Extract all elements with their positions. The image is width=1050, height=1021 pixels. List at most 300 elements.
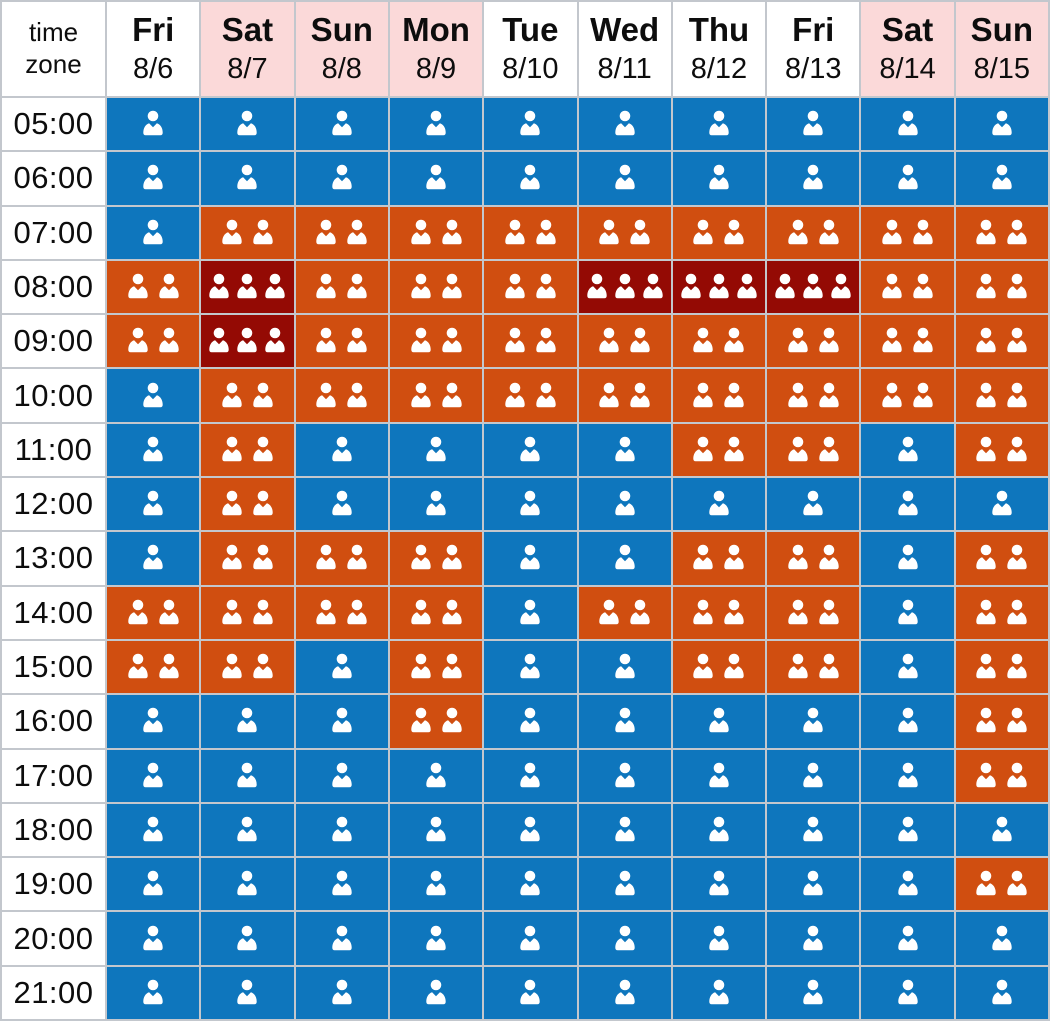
availability-cell[interactable]	[673, 750, 765, 802]
availability-cell[interactable]	[767, 424, 859, 476]
person-icon-group	[613, 436, 637, 464]
person-icon	[691, 544, 715, 572]
person-icon-group	[330, 870, 354, 898]
availability-cell[interactable]	[579, 369, 671, 421]
day-name: Fri	[792, 11, 835, 49]
availability-cell[interactable]	[390, 858, 482, 910]
person-icon-group	[126, 653, 181, 681]
person-icon	[440, 653, 464, 681]
person-icon-group	[503, 273, 558, 301]
availability-cell[interactable]	[484, 98, 576, 150]
person-icon	[440, 599, 464, 627]
availability-cell[interactable]	[201, 315, 293, 367]
availability-cell[interactable]	[484, 532, 576, 584]
availability-cell[interactable]	[956, 641, 1048, 693]
availability-cell[interactable]	[201, 750, 293, 802]
person-icon	[503, 327, 527, 355]
availability-cell[interactable]	[107, 369, 199, 421]
availability-cell[interactable]	[390, 261, 482, 313]
person-icon	[251, 382, 275, 410]
availability-cell[interactable]	[767, 152, 859, 204]
availability-cell[interactable]	[107, 967, 199, 1019]
person-icon	[597, 219, 621, 247]
person-icon	[801, 273, 825, 301]
availability-cell[interactable]	[390, 315, 482, 367]
availability-cell[interactable]	[579, 967, 671, 1019]
person-icon	[518, 110, 542, 138]
availability-cell[interactable]	[107, 478, 199, 530]
person-icon-group	[424, 490, 448, 518]
availability-cell[interactable]	[767, 641, 859, 693]
person-icon-group	[896, 110, 920, 138]
availability-cell[interactable]	[579, 478, 671, 530]
time-label-cell	[2, 315, 105, 367]
person-icon	[817, 382, 841, 410]
availability-cell[interactable]	[296, 207, 388, 259]
availability-cell[interactable]	[861, 750, 953, 802]
person-icon-group	[518, 490, 542, 518]
availability-cell[interactable]	[296, 315, 388, 367]
availability-cell[interactable]	[956, 369, 1048, 421]
person-icon-group	[896, 544, 920, 572]
person-icon-group	[518, 979, 542, 1007]
person-icon	[518, 490, 542, 518]
availability-cell[interactable]	[201, 804, 293, 856]
person-icon-group	[330, 925, 354, 953]
availability-cell[interactable]	[579, 912, 671, 964]
availability-cell[interactable]	[296, 858, 388, 910]
person-icon	[235, 979, 259, 1007]
availability-cell[interactable]	[767, 750, 859, 802]
corner-label-line1: time	[28, 17, 79, 48]
availability-cell[interactable]	[390, 641, 482, 693]
person-icon	[786, 653, 810, 681]
person-icon	[801, 870, 825, 898]
person-icon-group	[207, 327, 287, 355]
availability-cell[interactable]	[861, 912, 953, 964]
person-icon	[613, 979, 637, 1007]
person-icon	[990, 110, 1014, 138]
person-icon	[424, 164, 448, 192]
availability-cell[interactable]	[296, 587, 388, 639]
availability-cell[interactable]	[861, 858, 953, 910]
availability-cell[interactable]	[296, 641, 388, 693]
person-icon-group	[597, 219, 652, 247]
availability-cell[interactable]	[767, 967, 859, 1019]
availability-cell[interactable]	[296, 369, 388, 421]
availability-cell[interactable]	[861, 532, 953, 584]
person-icon	[251, 490, 275, 518]
person-icon	[974, 707, 998, 735]
availability-cell[interactable]	[107, 750, 199, 802]
availability-cell[interactable]	[956, 587, 1048, 639]
availability-cell[interactable]	[579, 641, 671, 693]
person-icon-group	[330, 707, 354, 735]
person-icon	[722, 327, 746, 355]
availability-cell[interactable]	[579, 424, 671, 476]
availability-cell[interactable]	[484, 315, 576, 367]
availability-cell[interactable]	[201, 912, 293, 964]
availability-cell[interactable]	[579, 532, 671, 584]
availability-cell[interactable]	[861, 804, 953, 856]
availability-cell[interactable]	[767, 912, 859, 964]
availability-cell[interactable]	[296, 912, 388, 964]
availability-cell[interactable]	[484, 261, 576, 313]
person-icon-group	[518, 436, 542, 464]
person-icon-group	[974, 599, 1029, 627]
corner-cell	[2, 2, 105, 96]
person-icon-group	[330, 164, 354, 192]
person-icon-group	[409, 273, 464, 301]
person-icon-group	[518, 110, 542, 138]
person-icon	[330, 762, 354, 790]
person-icon	[613, 490, 637, 518]
person-icon-group	[990, 979, 1014, 1007]
person-icon-group	[518, 164, 542, 192]
person-icon	[263, 327, 287, 355]
availability-cell[interactable]	[956, 478, 1048, 530]
availability-cell[interactable]	[956, 424, 1048, 476]
person-icon	[786, 544, 810, 572]
availability-cell[interactable]	[390, 532, 482, 584]
person-icon-group	[518, 925, 542, 953]
person-icon	[1005, 436, 1029, 464]
availability-cell[interactable]	[484, 641, 576, 693]
availability-cell[interactable]	[673, 695, 765, 747]
availability-cell[interactable]	[296, 261, 388, 313]
person-icon-group	[707, 110, 731, 138]
person-icon-group	[141, 490, 165, 518]
availability-cell[interactable]	[861, 261, 953, 313]
person-icon	[691, 382, 715, 410]
availability-cell[interactable]	[579, 152, 671, 204]
person-icon-group	[974, 653, 1029, 681]
person-icon-group	[424, 436, 448, 464]
availability-cell[interactable]	[390, 369, 482, 421]
availability-cell[interactable]	[296, 967, 388, 1019]
availability-cell[interactable]	[956, 858, 1048, 910]
availability-cell[interactable]	[484, 912, 576, 964]
person-icon	[126, 599, 150, 627]
person-icon-group	[801, 762, 825, 790]
person-icon	[911, 273, 935, 301]
availability-cell[interactable]	[201, 98, 293, 150]
person-icon	[263, 273, 287, 301]
availability-cell[interactable]	[673, 912, 765, 964]
availability-cell[interactable]	[296, 532, 388, 584]
person-icon-group	[974, 382, 1029, 410]
person-icon	[314, 219, 338, 247]
availability-cell[interactable]	[484, 695, 576, 747]
person-icon	[613, 816, 637, 844]
availability-cell[interactable]	[390, 152, 482, 204]
availability-cell[interactable]	[861, 478, 953, 530]
person-icon	[786, 219, 810, 247]
person-icon	[722, 599, 746, 627]
person-icon	[974, 544, 998, 572]
person-icon-group	[424, 925, 448, 953]
person-icon	[251, 436, 275, 464]
availability-cell[interactable]	[484, 804, 576, 856]
availability-cell[interactable]	[673, 207, 765, 259]
availability-cell[interactable]	[296, 98, 388, 150]
availability-cell[interactable]	[107, 261, 199, 313]
availability-cell[interactable]	[861, 967, 953, 1019]
person-icon	[597, 382, 621, 410]
availability-cell[interactable]	[484, 967, 576, 1019]
availability-cell[interactable]	[201, 695, 293, 747]
availability-cell[interactable]	[484, 424, 576, 476]
person-icon	[409, 219, 433, 247]
person-icon	[817, 544, 841, 572]
person-icon	[896, 436, 920, 464]
person-icon-group	[786, 653, 841, 681]
availability-cell[interactable]	[767, 804, 859, 856]
availability-cell[interactable]	[956, 750, 1048, 802]
availability-cell[interactable]	[296, 424, 388, 476]
availability-cell[interactable]	[956, 912, 1048, 964]
availability-cell[interactable]	[201, 587, 293, 639]
availability-cell[interactable]	[767, 261, 859, 313]
availability-cell[interactable]	[107, 152, 199, 204]
availability-cell[interactable]	[484, 478, 576, 530]
person-icon	[235, 164, 259, 192]
day-name: Sat	[221, 11, 274, 49]
availability-cell[interactable]	[673, 641, 765, 693]
availability-cell[interactable]	[107, 207, 199, 259]
availability-cell[interactable]	[390, 587, 482, 639]
availability-cell[interactable]	[201, 858, 293, 910]
availability-cell[interactable]	[767, 478, 859, 530]
availability-cell[interactable]	[861, 369, 953, 421]
person-icon	[424, 762, 448, 790]
person-icon-group	[801, 870, 825, 898]
availability-cell[interactable]	[107, 587, 199, 639]
person-icon-group	[786, 544, 841, 572]
person-icon	[534, 219, 558, 247]
availability-cell[interactable]	[673, 98, 765, 150]
availability-cell[interactable]	[673, 478, 765, 530]
availability-cell[interactable]	[579, 207, 671, 259]
person-icon	[817, 653, 841, 681]
availability-cell[interactable]	[956, 315, 1048, 367]
availability-cell[interactable]	[673, 424, 765, 476]
day-date: 8/8	[321, 53, 362, 86]
availability-cell[interactable]	[861, 152, 953, 204]
availability-cell[interactable]	[296, 804, 388, 856]
person-icon-group	[707, 707, 731, 735]
availability-cell[interactable]	[484, 587, 576, 639]
person-icon-group	[880, 219, 935, 247]
availability-cell[interactable]	[201, 967, 293, 1019]
availability-cell[interactable]	[956, 98, 1048, 150]
person-icon	[679, 273, 703, 301]
availability-cell[interactable]	[861, 695, 953, 747]
availability-cell[interactable]	[107, 804, 199, 856]
availability-cell[interactable]	[673, 804, 765, 856]
person-icon-group	[518, 762, 542, 790]
availability-cell[interactable]	[390, 98, 482, 150]
person-icon	[157, 599, 181, 627]
person-icon-group	[330, 436, 354, 464]
availability-cell[interactable]	[390, 804, 482, 856]
availability-cell[interactable]	[579, 804, 671, 856]
availability-cell[interactable]	[956, 695, 1048, 747]
availability-cell[interactable]	[861, 98, 953, 150]
availability-cell[interactable]	[956, 532, 1048, 584]
availability-cell[interactable]	[107, 424, 199, 476]
availability-cell[interactable]	[390, 695, 482, 747]
person-icon	[974, 219, 998, 247]
person-icon	[691, 599, 715, 627]
person-icon	[503, 219, 527, 247]
time-label-cell	[2, 152, 105, 204]
time-label: 09:00	[13, 323, 94, 359]
availability-cell[interactable]	[296, 695, 388, 747]
availability-cell[interactable]	[107, 532, 199, 584]
availability-cell[interactable]	[579, 858, 671, 910]
person-icon	[880, 273, 904, 301]
availability-cell[interactable]	[673, 369, 765, 421]
availability-cell[interactable]	[579, 695, 671, 747]
day-header-wed-8-11	[579, 2, 671, 96]
availability-cell[interactable]	[956, 804, 1048, 856]
availability-cell[interactable]	[390, 478, 482, 530]
availability-cell[interactable]	[861, 424, 953, 476]
person-icon-group	[518, 544, 542, 572]
availability-cell[interactable]	[767, 858, 859, 910]
availability-cell[interactable]	[484, 369, 576, 421]
availability-cell[interactable]	[579, 98, 671, 150]
availability-cell[interactable]	[390, 424, 482, 476]
availability-cell[interactable]	[296, 750, 388, 802]
person-icon-group	[896, 979, 920, 1007]
availability-cell[interactable]	[107, 641, 199, 693]
availability-cell[interactable]	[201, 261, 293, 313]
person-icon	[207, 273, 231, 301]
availability-cell[interactable]	[673, 261, 765, 313]
availability-cell[interactable]	[201, 207, 293, 259]
person-icon	[330, 436, 354, 464]
person-icon	[518, 707, 542, 735]
availability-cell[interactable]	[673, 152, 765, 204]
availability-cell[interactable]	[390, 967, 482, 1019]
time-label: 06:00	[13, 160, 94, 196]
availability-cell[interactable]	[390, 750, 482, 802]
time-label-cell	[2, 858, 105, 910]
availability-cell[interactable]	[767, 207, 859, 259]
availability-cell[interactable]	[107, 858, 199, 910]
person-icon	[345, 273, 369, 301]
person-icon	[518, 925, 542, 953]
availability-cell[interactable]	[579, 261, 671, 313]
availability-cell[interactable]	[107, 912, 199, 964]
availability-cell[interactable]	[579, 315, 671, 367]
availability-cell[interactable]	[296, 152, 388, 204]
person-icon-group	[691, 599, 746, 627]
availability-cell[interactable]	[767, 369, 859, 421]
availability-cell[interactable]	[861, 641, 953, 693]
availability-cell[interactable]	[767, 587, 859, 639]
availability-cell[interactable]	[484, 858, 576, 910]
person-icon	[409, 544, 433, 572]
person-icon	[141, 762, 165, 790]
person-icon-group	[613, 707, 637, 735]
availability-cell[interactable]	[484, 207, 576, 259]
availability-cell[interactable]	[956, 207, 1048, 259]
person-icon	[707, 707, 731, 735]
person-icon	[641, 273, 665, 301]
day-date: 8/7	[227, 53, 268, 86]
day-header-fri-8-6	[107, 2, 199, 96]
availability-cell[interactable]	[484, 750, 576, 802]
person-icon	[126, 273, 150, 301]
availability-cell[interactable]	[107, 695, 199, 747]
person-icon	[786, 436, 810, 464]
availability-cell[interactable]	[673, 532, 765, 584]
availability-cell[interactable]	[861, 315, 953, 367]
day-date: 8/9	[415, 53, 457, 86]
person-icon	[330, 707, 354, 735]
person-icon-group	[801, 110, 825, 138]
availability-cell[interactable]	[579, 750, 671, 802]
availability-cell[interactable]	[390, 207, 482, 259]
availability-cell[interactable]	[673, 315, 765, 367]
availability-cell[interactable]	[861, 587, 953, 639]
availability-cell[interactable]	[579, 587, 671, 639]
person-icon	[911, 219, 935, 247]
person-icon-group	[220, 382, 275, 410]
availability-cell[interactable]	[107, 98, 199, 150]
availability-cell[interactable]	[390, 912, 482, 964]
person-icon-group	[613, 816, 637, 844]
availability-cell[interactable]	[767, 315, 859, 367]
time-label: 20:00	[13, 920, 94, 956]
availability-cell[interactable]	[956, 261, 1048, 313]
availability-cell[interactable]	[673, 587, 765, 639]
person-icon-group	[974, 544, 1029, 572]
person-icon-group	[896, 816, 920, 844]
availability-cell[interactable]	[673, 858, 765, 910]
person-icon	[314, 273, 338, 301]
availability-cell[interactable]	[956, 967, 1048, 1019]
availability-cell[interactable]	[201, 641, 293, 693]
person-icon	[974, 382, 998, 410]
day-date: 8/10	[502, 53, 559, 86]
day-date: 8/14	[879, 53, 936, 86]
time-label: 14:00	[13, 594, 94, 630]
availability-cell[interactable]	[201, 424, 293, 476]
availability-cell[interactable]	[956, 152, 1048, 204]
person-icon-group	[409, 327, 464, 355]
availability-cell[interactable]	[107, 315, 199, 367]
availability-cell[interactable]	[767, 532, 859, 584]
person-icon-group	[235, 707, 259, 735]
availability-cell[interactable]	[861, 207, 953, 259]
availability-cell[interactable]	[201, 478, 293, 530]
availability-cell[interactable]	[767, 695, 859, 747]
availability-cell[interactable]	[201, 369, 293, 421]
person-icon-group	[141, 870, 165, 898]
person-icon-group	[235, 164, 259, 192]
availability-cell[interactable]	[296, 478, 388, 530]
availability-cell[interactable]	[673, 967, 765, 1019]
availability-cell[interactable]	[484, 152, 576, 204]
availability-cell[interactable]	[201, 532, 293, 584]
person-icon-group	[707, 490, 731, 518]
availability-cell[interactable]	[201, 152, 293, 204]
availability-cell[interactable]	[767, 98, 859, 150]
